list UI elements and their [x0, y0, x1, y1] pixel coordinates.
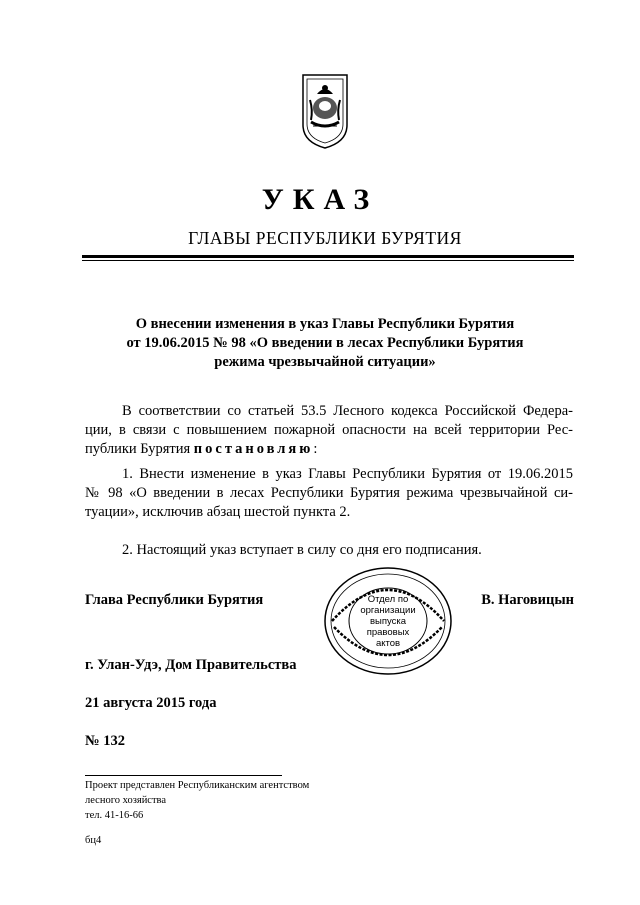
- heading-line: от 19.06.2015 № 98 «О введении в лесах Республики Бурятия: [126, 335, 524, 351]
- footer-line: тел. 41-16-66: [85, 810, 144, 821]
- document-code: бц4: [85, 835, 102, 846]
- heading-line: О внесении изменения в указ Главы Республики Бурятия: [135, 316, 515, 332]
- footer-line: лесного хозяйства: [85, 795, 167, 806]
- stamp-line: актов: [375, 638, 401, 649]
- body-line: 1. Внести изменение в указ Главы Республики Бурятия от 19.06.2015: [122, 466, 573, 482]
- clause-1-paragraph: [85, 465, 573, 522]
- body-line: В соответствии со статьей 53.5 Лесного кодекса Российской Федера-: [122, 403, 573, 419]
- body-line: туации», исключив абзац шестой пункта 2.: [85, 504, 351, 520]
- heading-line: режима чрезвычайной ситуации»: [214, 354, 436, 370]
- decree-keyword: постановляю: [193, 441, 314, 457]
- signer-name: В. Наговицын: [481, 592, 574, 608]
- body-line: [85, 440, 573, 459]
- body-text: :: [313, 441, 318, 457]
- coat-of-arms-emblem: [295, 70, 355, 150]
- header-divider-thin: [82, 260, 574, 261]
- signing-place: г. Улан-Удэ, Дом Правительства: [85, 657, 297, 673]
- document-subtitle: ГЛАВЫ РЕСПУБЛИКИ БУРЯТИЯ: [188, 228, 462, 248]
- body-line: ции, в связи с повышением пожарной опасности на всей территории Рес-: [85, 422, 573, 438]
- signing-date: 21 августа 2015 года: [85, 695, 217, 711]
- header-divider-thick: [82, 255, 574, 258]
- body-line: 2. Настоящий указ вступает в силу со дня его подписания.: [122, 542, 482, 558]
- document-title: УКАЗ: [261, 183, 379, 216]
- stamp-line: правовых: [366, 627, 410, 638]
- body-line: № 98 «О введении в лесах Республики Бурятия режима чрезвычайной си-: [85, 485, 573, 501]
- footer-line: Проект представлен Республиканским агентством: [85, 780, 310, 791]
- stamp-line: организации: [360, 605, 416, 616]
- decree-heading: [90, 315, 560, 372]
- footer-note: [85, 778, 309, 823]
- stamp-line: Отдел по: [367, 594, 409, 605]
- clause-2-paragraph: [85, 541, 573, 560]
- preamble-paragraph: [85, 402, 573, 459]
- decree-number: № 132: [85, 733, 125, 749]
- stamp-line: выпуска: [369, 616, 407, 627]
- body-text: публики Бурятия: [85, 441, 194, 457]
- signer-title: Глава Республики Бурятия: [85, 592, 264, 608]
- footer-divider: [85, 775, 282, 776]
- official-stamp: [322, 565, 454, 677]
